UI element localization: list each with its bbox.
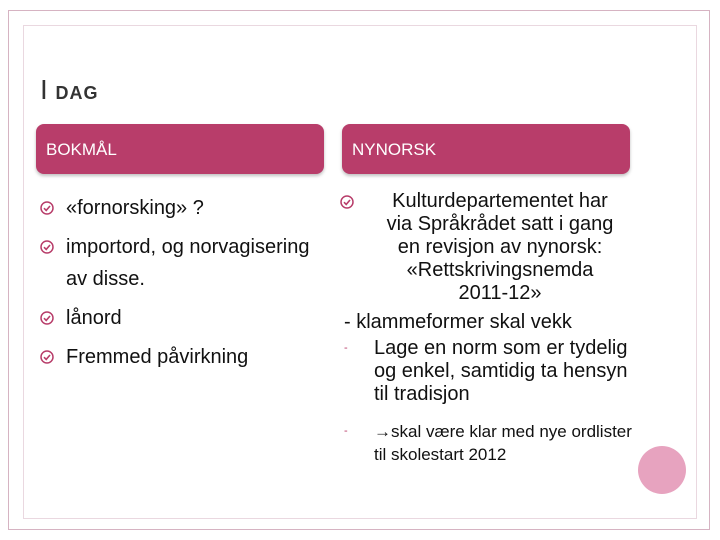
checkmark-icon [40, 311, 54, 325]
nynorsk-line: en revisjon av nynorsk: [397, 236, 603, 258]
dash-marker: - [344, 342, 348, 354]
slide-title [40, 74, 98, 106]
bokmal-list [40, 192, 320, 380]
nynorsk-line: via Språkrådet satt i gang [386, 213, 614, 235]
checkmark-icon [40, 201, 54, 215]
nynorsk-main-text [362, 190, 638, 305]
nynorsk-content [344, 190, 644, 466]
dash-marker: - [344, 425, 348, 437]
dash-item-text: Lage en norm som er tydelig og enkel, samtidig ta hensyn til tradisjon [374, 337, 628, 405]
title-rest: DAG [55, 83, 99, 103]
nynorsk-line: «Rettskrivingsnemda [406, 259, 594, 281]
list-item-text: importord, og norvagisering av disse. [66, 236, 310, 290]
nynorsk-line: Kulturdepartementet har [392, 190, 608, 212]
title-initial: I [40, 74, 49, 105]
list-item [40, 302, 320, 334]
list-item [40, 231, 320, 295]
list-item [40, 192, 320, 224]
dash-item-text: →skal være klar med nye ordlister til skolestart 2012 [374, 422, 632, 464]
header-nynorsk [342, 124, 630, 174]
checkmark-icon [340, 195, 354, 209]
dash-item [344, 337, 644, 406]
list-item-text: lånord [66, 307, 122, 329]
dash-item [344, 420, 644, 466]
checkmark-icon [40, 240, 54, 254]
list-item-text: Fremmed påvirkning [66, 346, 249, 368]
header-bokmal [36, 124, 324, 174]
decorative-circle [638, 446, 686, 494]
list-item-text: «fornorsking» ? [66, 197, 204, 219]
header-nynorsk-label: NYNORSK [352, 140, 437, 159]
nynorsk-main-item [344, 190, 644, 305]
nynorsk-line: 2011-12» [458, 282, 542, 304]
klammeformer-line: - klammeformer skal vekk [344, 311, 572, 333]
header-bokmal-label: BOKMÅL [46, 140, 117, 159]
checkmark-icon [40, 350, 54, 364]
list-item [40, 341, 320, 373]
